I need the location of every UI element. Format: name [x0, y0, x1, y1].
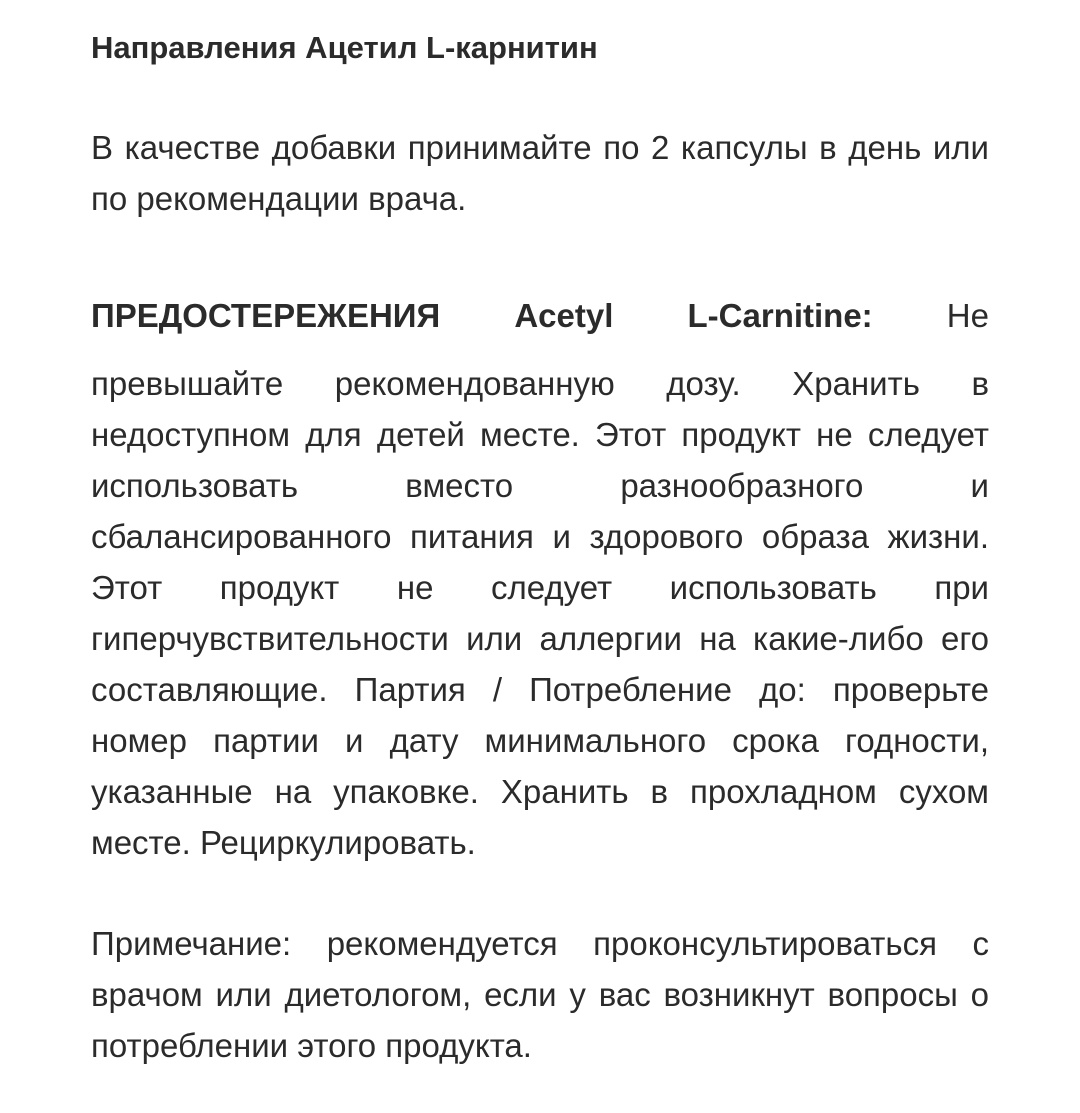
directions-heading: Направления Ацетил L-карнитин — [91, 30, 598, 65]
warnings-paragraph: превышайте рекомендованную дозу. Хранить в недоступном для детей месте. Этот продукт не следует использовать вместо разнообразного и сбалансированного питания и здорового образа жизни. Этот продукт не следует использовать при гиперчувствительности или аллергии на какие-либо его составляющие. Партия / Потребление до: проверьте номер партии и дату минимального срока годности, указанные на упаковке. Хранить в прохладном сухом месте. Рециркулировать. — [91, 365, 989, 861]
product-description — [91, 22, 989, 1071]
warnings-product-name: Acetyl — [514, 297, 614, 334]
warnings-label: ПРЕДОСТЕРЕЖЕНИЯ — [91, 297, 441, 334]
note-paragraph: Примечание: рекомендуется проконсультироваться с врачом или диетологом, если у вас возникнут вопросы о потреблении этого продукта. — [91, 925, 989, 1064]
warnings-first-word: Не — [946, 297, 989, 334]
directions-paragraph: В качестве добавки принимайте по 2 капсулы в день или по рекомендации врача. — [91, 129, 989, 217]
warnings-heading-line — [91, 290, 989, 341]
warnings-product-name-2: L-Carnitine: — [687, 297, 873, 334]
